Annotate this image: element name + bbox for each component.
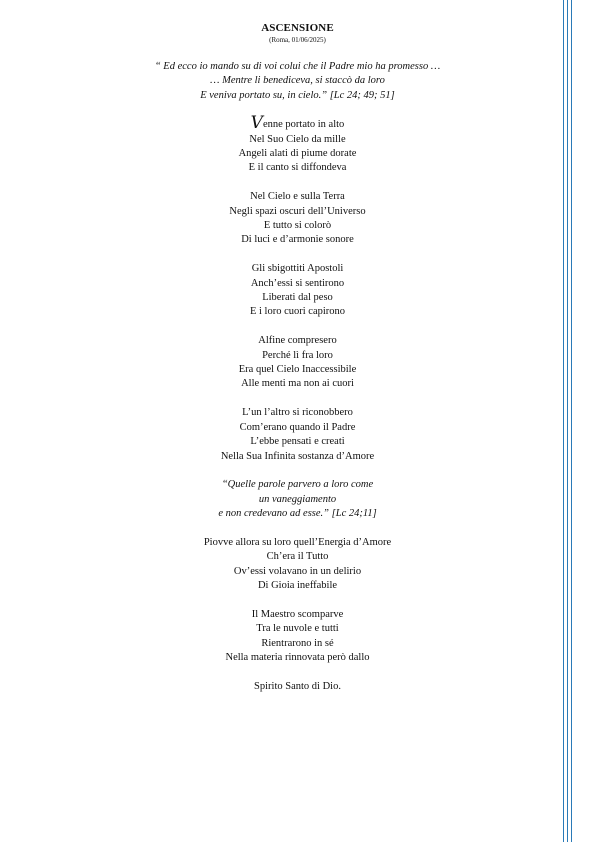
quote-line: “Quelle parole parvero a loro come — [221, 479, 374, 491]
stanza-line: Angeli alati di piume dorate — [238, 148, 357, 160]
stanza-2 — [0, 190, 595, 248]
quote-line: e non credevano ad esse.” [Lc 24;11] — [218, 508, 377, 520]
stanza-1 — [0, 113, 595, 176]
stanza-line: Liberati dal peso — [262, 292, 333, 304]
stanza-line: Ch’era il Tutto — [266, 551, 329, 563]
stanza-line: Piovve allora su loro quell’Energia d’Amore — [203, 536, 392, 548]
stanza-line: Com’erano quando il Padre — [239, 421, 356, 433]
epigraph-line: “ Ed ecco io mando su di voi colui che il Padre mio ha promesso … — [154, 61, 441, 72]
stanza-4 — [0, 334, 595, 392]
epigraph — [0, 60, 595, 103]
stanza-line: E i loro cuori capirono — [249, 306, 346, 318]
stanza-line: Il Maestro scomparve — [251, 608, 344, 620]
poem-content — [0, 22, 595, 694]
stanza-line: Nel Cielo e sulla Terra — [250, 191, 345, 203]
stanza-line: Nella materia rinnovata però dallo — [225, 652, 370, 664]
drop-cap: V — [250, 113, 263, 134]
stanza-line: Perché lì fra loro — [262, 349, 333, 361]
stanza-line: Era quel Cielo Inaccessibile — [238, 364, 357, 376]
stanza-line: L’ebbe pensati e creati — [250, 436, 345, 448]
stanza-5 — [0, 406, 595, 464]
stanza-line: Alle menti ma non ai cuori — [241, 378, 354, 390]
stanza-line: Rientrarono in sé — [261, 637, 334, 649]
poem-title: ASCENSIONE — [261, 22, 334, 34]
stanza-line: Nel Suo Cielo da mille — [249, 133, 346, 145]
stanza-7 — [0, 608, 595, 666]
stanza-line: Tra le nuvole e tutti — [256, 623, 339, 635]
stanza-3 — [0, 262, 595, 320]
epigraph-line: E veniva portato su, in cielo.” [Lc 24; 49; 51] — [200, 89, 395, 101]
stanza-line: Gli sbigottiti Apostoli — [251, 263, 344, 275]
stanza-line: E tutto si colorò — [263, 220, 332, 232]
stanza-line: E il canto si diffondeva — [248, 162, 347, 174]
stanza-6 — [0, 536, 595, 594]
stanza-line-text: enne portato in alto — [262, 119, 345, 131]
stanza-line: Alfine compresero — [258, 335, 337, 347]
quote-line: un vaneggiamento — [258, 493, 337, 505]
scripture-quote — [0, 478, 595, 521]
stanza-line: Ov’essi volavano in un delirio — [233, 565, 362, 577]
stanza-line: Di luci e d’armonie sonore — [241, 234, 354, 246]
stanza-line: Di Gioia ineffabile — [257, 580, 338, 592]
poem-date: (Roma, 01/06/2025) — [269, 36, 326, 44]
final-stanza — [0, 680, 595, 694]
stanza-line — [0, 113, 595, 134]
stanza-line: Negli spazi oscuri dell’Universo — [229, 205, 366, 217]
epigraph-line: … Mentre li benediceva, si staccò da loro — [210, 75, 385, 87]
stanza-line: L’un l’altro si riconobbero — [242, 407, 353, 419]
stanza-line: Nella Sua Infinita sostanza d’Amore — [220, 450, 375, 462]
stanza-line: Anch’essi si sentirono — [250, 277, 345, 289]
final-line: Spirito Santo di Dio. — [254, 680, 341, 692]
